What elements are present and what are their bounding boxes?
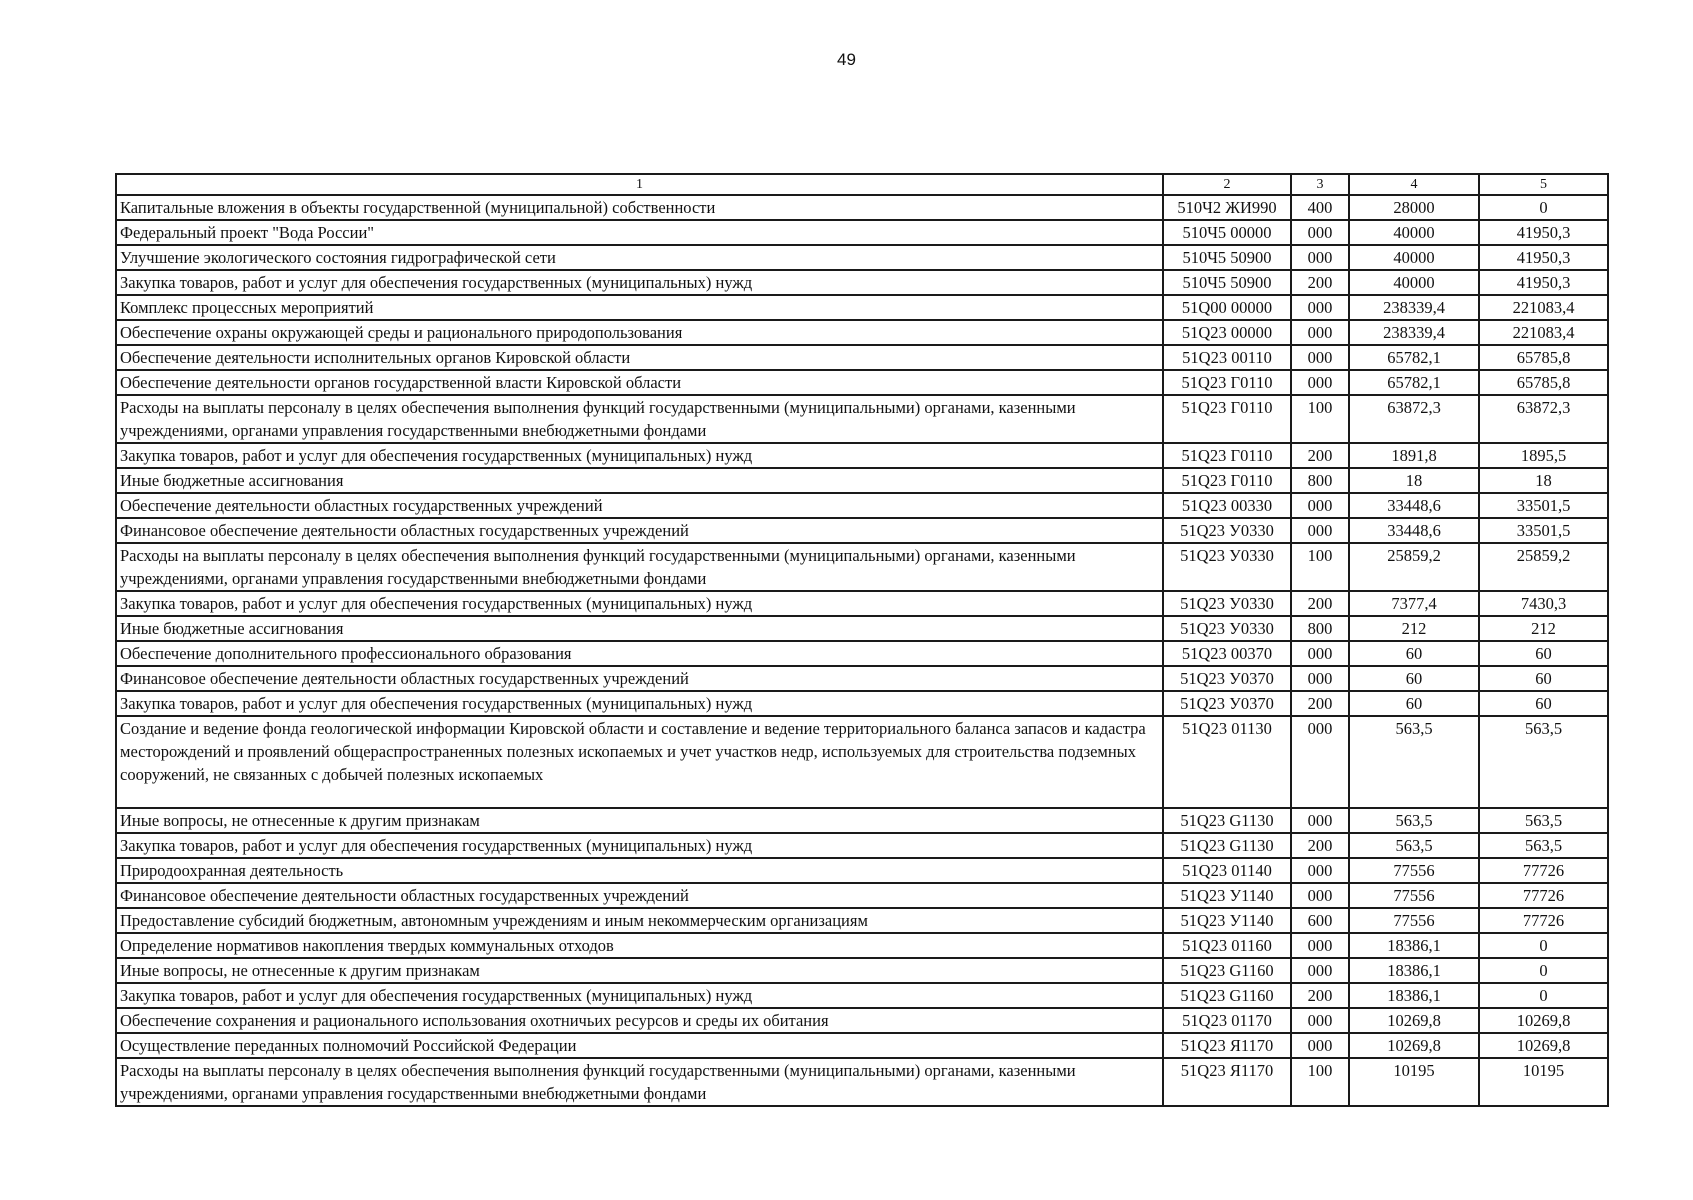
classification-code-cell: 510Ч5 50900 <box>1163 245 1291 270</box>
amount-col5-cell: 1895,5 <box>1479 443 1608 468</box>
classification-code-cell: 51Q23 Я1170 <box>1163 1033 1291 1058</box>
amount-col4-cell: 7377,4 <box>1349 591 1479 616</box>
expense-name-cell: Обеспечение деятельности областных государственных учреждений <box>116 493 1163 518</box>
amount-col4-cell: 238339,4 <box>1349 295 1479 320</box>
classification-code-cell: 51Q23 У0370 <box>1163 666 1291 691</box>
expense-type-cell: 000 <box>1291 933 1349 958</box>
table-row <box>116 345 1608 370</box>
amount-col5-cell: 563,5 <box>1479 833 1608 858</box>
expense-type-cell: 400 <box>1291 195 1349 220</box>
classification-code-cell: 51Q23 У1140 <box>1163 908 1291 933</box>
classification-code-cell: 51Q23 У0330 <box>1163 591 1291 616</box>
amount-col4-cell: 77556 <box>1349 908 1479 933</box>
expense-name-cell: Предоставление субсидий бюджетным, автономным учреждениям и иным некоммерческим организациям <box>116 908 1163 933</box>
table-row <box>116 1058 1608 1106</box>
expense-name-cell: Создание и ведение фонда геологической информации Кировской области и составление и ведение территориального баланса запасов и кадастра месторождений и проявлений общераспространенных полезных ископаемых и учет участков недр, используемых для строительства подземных сооружений, не связанных с добычей полезных ископаемых <box>116 716 1163 808</box>
classification-code-cell: 51Q23 G1130 <box>1163 833 1291 858</box>
expense-name-cell: Обеспечение охраны окружающей среды и рационального природопользования <box>116 320 1163 345</box>
amount-col4-cell: 65782,1 <box>1349 370 1479 395</box>
classification-code-cell: 51Q23 Г0110 <box>1163 395 1291 443</box>
expense-name-cell: Закупка товаров, работ и услуг для обеспечения государственных (муниципальных) нужд <box>116 833 1163 858</box>
expense-name-cell: Расходы на выплаты персоналу в целях обеспечения выполнения функций государственными (муниципальными) органами, казенными учреждениями, органами управления государственными внебюджетными фондами <box>116 1058 1163 1106</box>
column-header: 5 <box>1479 174 1608 195</box>
amount-col5-cell: 25859,2 <box>1479 543 1608 591</box>
expense-name-cell: Природоохранная деятельность <box>116 858 1163 883</box>
amount-col5-cell: 563,5 <box>1479 716 1608 808</box>
amount-col5-cell: 0 <box>1479 933 1608 958</box>
amount-col4-cell: 40000 <box>1349 245 1479 270</box>
table-row <box>116 370 1608 395</box>
classification-code-cell: 51Q23 G1160 <box>1163 958 1291 983</box>
expense-type-cell: 100 <box>1291 395 1349 443</box>
amount-col5-cell: 7430,3 <box>1479 591 1608 616</box>
classification-code-cell: 51Q23 00110 <box>1163 345 1291 370</box>
expense-type-cell: 000 <box>1291 370 1349 395</box>
amount-col4-cell: 25859,2 <box>1349 543 1479 591</box>
table-row <box>116 295 1608 320</box>
amount-col4-cell: 212 <box>1349 616 1479 641</box>
amount-col4-cell: 10269,8 <box>1349 1008 1479 1033</box>
expense-type-cell: 000 <box>1291 641 1349 666</box>
amount-col4-cell: 60 <box>1349 641 1479 666</box>
table-row <box>116 543 1608 591</box>
amount-col4-cell: 65782,1 <box>1349 345 1479 370</box>
amount-col4-cell: 40000 <box>1349 270 1479 295</box>
amount-col5-cell: 65785,8 <box>1479 345 1608 370</box>
expense-type-cell: 000 <box>1291 1033 1349 1058</box>
amount-col5-cell: 33501,5 <box>1479 493 1608 518</box>
table-row <box>116 518 1608 543</box>
expense-type-cell: 100 <box>1291 543 1349 591</box>
expense-type-cell: 000 <box>1291 858 1349 883</box>
expense-type-cell: 600 <box>1291 908 1349 933</box>
amount-col4-cell: 1891,8 <box>1349 443 1479 468</box>
table-row <box>116 666 1608 691</box>
amount-col4-cell: 63872,3 <box>1349 395 1479 443</box>
amount-col5-cell: 77726 <box>1479 858 1608 883</box>
expense-type-cell: 000 <box>1291 1008 1349 1033</box>
amount-col5-cell: 33501,5 <box>1479 518 1608 543</box>
classification-code-cell: 510Ч5 00000 <box>1163 220 1291 245</box>
amount-col4-cell: 238339,4 <box>1349 320 1479 345</box>
amount-col4-cell: 28000 <box>1349 195 1479 220</box>
expense-name-cell: Финансовое обеспечение деятельности областных государственных учреждений <box>116 518 1163 543</box>
table-row <box>116 1033 1608 1058</box>
classification-code-cell: 51Q23 G1130 <box>1163 808 1291 833</box>
amount-col4-cell: 18386,1 <box>1349 933 1479 958</box>
table-row <box>116 220 1608 245</box>
table-row <box>116 908 1608 933</box>
expense-name-cell: Закупка товаров, работ и услуг для обеспечения государственных (муниципальных) нужд <box>116 270 1163 295</box>
table-row <box>116 195 1608 220</box>
table-row <box>116 716 1608 808</box>
classification-code-cell: 51Q23 01130 <box>1163 716 1291 808</box>
expense-type-cell: 100 <box>1291 1058 1349 1106</box>
table-row <box>116 616 1608 641</box>
expense-type-cell: 000 <box>1291 245 1349 270</box>
expense-type-cell: 000 <box>1291 883 1349 908</box>
table-row <box>116 983 1608 1008</box>
expense-type-cell: 000 <box>1291 666 1349 691</box>
amount-col4-cell: 40000 <box>1349 220 1479 245</box>
table-row <box>116 493 1608 518</box>
classification-code-cell: 510Ч2 ЖИ990 <box>1163 195 1291 220</box>
expense-type-cell: 200 <box>1291 983 1349 1008</box>
column-header: 1 <box>116 174 1163 195</box>
expense-type-cell: 000 <box>1291 493 1349 518</box>
expense-name-cell: Обеспечение дополнительного профессионального образования <box>116 641 1163 666</box>
classification-code-cell: 51Q23 У1140 <box>1163 883 1291 908</box>
expense-name-cell: Закупка товаров, работ и услуг для обеспечения государственных (муниципальных) нужд <box>116 443 1163 468</box>
amount-col5-cell: 63872,3 <box>1479 395 1608 443</box>
expense-name-cell: Капитальные вложения в объекты государственной (муниципальной) собственности <box>116 195 1163 220</box>
expense-type-cell: 000 <box>1291 518 1349 543</box>
amount-col5-cell: 41950,3 <box>1479 245 1608 270</box>
budget-table <box>115 173 1609 1107</box>
expense-type-cell: 200 <box>1291 443 1349 468</box>
table-row <box>116 933 1608 958</box>
expense-type-cell: 200 <box>1291 270 1349 295</box>
classification-code-cell: 51Q23 01170 <box>1163 1008 1291 1033</box>
amount-col4-cell: 60 <box>1349 691 1479 716</box>
expense-name-cell: Закупка товаров, работ и услуг для обеспечения государственных (муниципальных) нужд <box>116 691 1163 716</box>
expense-name-cell: Определение нормативов накопления твердых коммунальных отходов <box>116 933 1163 958</box>
table-row <box>116 808 1608 833</box>
amount-col4-cell: 77556 <box>1349 883 1479 908</box>
amount-col4-cell: 18386,1 <box>1349 958 1479 983</box>
amount-col5-cell: 0 <box>1479 195 1608 220</box>
expense-type-cell: 000 <box>1291 958 1349 983</box>
amount-col4-cell: 18 <box>1349 468 1479 493</box>
classification-code-cell: 51Q23 Я1170 <box>1163 1058 1291 1106</box>
classification-code-cell: 51Q23 00330 <box>1163 493 1291 518</box>
expense-name-cell: Финансовое обеспечение деятельности областных государственных учреждений <box>116 666 1163 691</box>
expense-name-cell: Осуществление переданных полномочий Российской Федерации <box>116 1033 1163 1058</box>
classification-code-cell: 51Q23 01140 <box>1163 858 1291 883</box>
expense-type-cell: 000 <box>1291 295 1349 320</box>
amount-col5-cell: 41950,3 <box>1479 270 1608 295</box>
table-row <box>116 591 1608 616</box>
table-row <box>116 395 1608 443</box>
amount-col4-cell: 563,5 <box>1349 716 1479 808</box>
classification-code-cell: 51Q23 У0370 <box>1163 691 1291 716</box>
classification-code-cell: 510Ч5 50900 <box>1163 270 1291 295</box>
expense-name-cell: Комплекс процессных мероприятий <box>116 295 1163 320</box>
amount-col4-cell: 77556 <box>1349 858 1479 883</box>
expense-name-cell: Обеспечение сохранения и рационального использования охотничьих ресурсов и среды их обитания <box>116 1008 1163 1033</box>
expense-type-cell: 000 <box>1291 345 1349 370</box>
expense-type-cell: 200 <box>1291 591 1349 616</box>
classification-code-cell: 51Q23 Г0110 <box>1163 370 1291 395</box>
amount-col5-cell: 0 <box>1479 958 1608 983</box>
expense-name-cell: Обеспечение деятельности органов государственной власти Кировской области <box>116 370 1163 395</box>
table-row <box>116 641 1608 666</box>
classification-code-cell: 51Q00 00000 <box>1163 295 1291 320</box>
expense-type-cell: 000 <box>1291 320 1349 345</box>
amount-col5-cell: 18 <box>1479 468 1608 493</box>
table-row <box>116 858 1608 883</box>
expense-name-cell: Расходы на выплаты персоналу в целях обеспечения выполнения функций государственными (муниципальными) органами, казенными учреждениями, органами управления государственными внебюджетными фондами <box>116 543 1163 591</box>
amount-col4-cell: 33448,6 <box>1349 518 1479 543</box>
table-row <box>116 691 1608 716</box>
amount-col5-cell: 221083,4 <box>1479 295 1608 320</box>
table-row <box>116 833 1608 858</box>
amount-col5-cell: 77726 <box>1479 908 1608 933</box>
expense-name-cell: Иные бюджетные ассигнования <box>116 468 1163 493</box>
column-header: 3 <box>1291 174 1349 195</box>
table-row <box>116 270 1608 295</box>
amount-col4-cell: 10195 <box>1349 1058 1479 1106</box>
expense-type-cell: 800 <box>1291 616 1349 641</box>
classification-code-cell: 51Q23 G1160 <box>1163 983 1291 1008</box>
amount-col5-cell: 77726 <box>1479 883 1608 908</box>
amount-col4-cell: 33448,6 <box>1349 493 1479 518</box>
table-row <box>116 958 1608 983</box>
expense-name-cell: Иные вопросы, не отнесенные к другим признакам <box>116 958 1163 983</box>
expense-type-cell: 800 <box>1291 468 1349 493</box>
amount-col5-cell: 212 <box>1479 616 1608 641</box>
page-number: 49 <box>837 50 856 69</box>
amount-col5-cell: 65785,8 <box>1479 370 1608 395</box>
classification-code-cell: 51Q23 У0330 <box>1163 543 1291 591</box>
amount-col4-cell: 60 <box>1349 666 1479 691</box>
classification-code-cell: 51Q23 У0330 <box>1163 616 1291 641</box>
expense-name-cell: Обеспечение деятельности исполнительных органов Кировской области <box>116 345 1163 370</box>
classification-code-cell: 51Q23 У0330 <box>1163 518 1291 543</box>
expense-type-cell: 000 <box>1291 716 1349 808</box>
table-row <box>116 245 1608 270</box>
expense-type-cell: 000 <box>1291 220 1349 245</box>
amount-col5-cell: 60 <box>1479 691 1608 716</box>
classification-code-cell: 51Q23 Г0110 <box>1163 443 1291 468</box>
amount-col4-cell: 563,5 <box>1349 808 1479 833</box>
expense-name-cell: Иные вопросы, не отнесенные к другим признакам <box>116 808 1163 833</box>
amount-col5-cell: 60 <box>1479 641 1608 666</box>
amount-col4-cell: 563,5 <box>1349 833 1479 858</box>
expense-name-cell: Федеральный проект "Вода России" <box>116 220 1163 245</box>
expense-name-cell: Финансовое обеспечение деятельности областных государственных учреждений <box>116 883 1163 908</box>
expense-name-cell: Закупка товаров, работ и услуг для обеспечения государственных (муниципальных) нужд <box>116 983 1163 1008</box>
amount-col4-cell: 10269,8 <box>1349 1033 1479 1058</box>
expense-name-cell: Иные бюджетные ассигнования <box>116 616 1163 641</box>
table-row <box>116 468 1608 493</box>
amount-col5-cell: 10269,8 <box>1479 1008 1608 1033</box>
table-header-row <box>116 174 1608 195</box>
amount-col5-cell: 10269,8 <box>1479 1033 1608 1058</box>
expense-name-cell: Расходы на выплаты персоналу в целях обеспечения выполнения функций государственными (муниципальными) органами, казенными учреждениями, органами управления государственными внебюджетными фондами <box>116 395 1163 443</box>
amount-col5-cell: 41950,3 <box>1479 220 1608 245</box>
classification-code-cell: 51Q23 01160 <box>1163 933 1291 958</box>
classification-code-cell: 51Q23 Г0110 <box>1163 468 1291 493</box>
column-header: 4 <box>1349 174 1479 195</box>
table-row <box>116 1008 1608 1033</box>
table-row <box>116 320 1608 345</box>
expense-type-cell: 200 <box>1291 691 1349 716</box>
classification-code-cell: 51Q23 00000 <box>1163 320 1291 345</box>
amount-col5-cell: 563,5 <box>1479 808 1608 833</box>
amount-col5-cell: 0 <box>1479 983 1608 1008</box>
column-header: 2 <box>1163 174 1291 195</box>
expense-type-cell: 000 <box>1291 808 1349 833</box>
table-row <box>116 443 1608 468</box>
table-row <box>116 883 1608 908</box>
expense-name-cell: Улучшение экологического состояния гидрографической сети <box>116 245 1163 270</box>
classification-code-cell: 51Q23 00370 <box>1163 641 1291 666</box>
amount-col4-cell: 18386,1 <box>1349 983 1479 1008</box>
amount-col5-cell: 221083,4 <box>1479 320 1608 345</box>
amount-col5-cell: 10195 <box>1479 1058 1608 1106</box>
expense-name-cell: Закупка товаров, работ и услуг для обеспечения государственных (муниципальных) нужд <box>116 591 1163 616</box>
amount-col5-cell: 60 <box>1479 666 1608 691</box>
expense-type-cell: 200 <box>1291 833 1349 858</box>
